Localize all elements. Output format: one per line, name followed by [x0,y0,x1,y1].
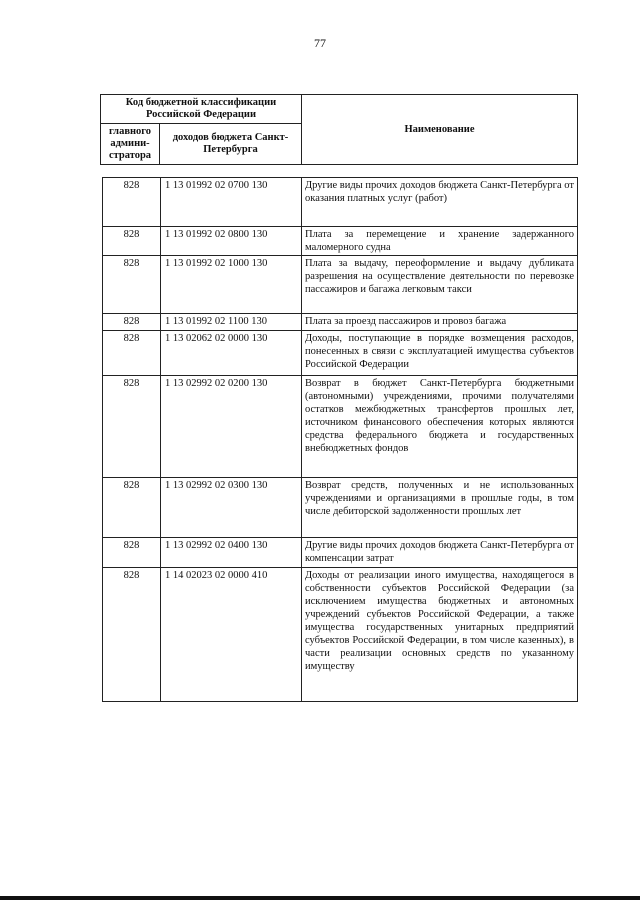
table-row [103,538,578,568]
income-name-cell: Доходы, поступающие в порядке возмещения расходов, понесенных в связи с эксплуатацией имущества субъектов Российской Федерации [302,331,578,376]
admin-code-cell: 828 [103,314,161,331]
table-row [103,227,578,256]
income-name-cell: Плата за выдачу, переоформление и выдачу дубликата разрешения на осуществление деятельности по перевозке пассажиров и багажа легковым такси [302,256,578,314]
income-code-cell: 1 13 01992 02 0700 130 [161,178,302,227]
admin-code-cell: 828 [103,256,161,314]
income-code-cell: 1 13 02062 02 0000 130 [161,331,302,376]
income-codes-table [102,177,578,702]
admin-code-cell: 828 [103,331,161,376]
income-code-cell: 1 13 02992 02 0400 130 [161,538,302,568]
admin-code-cell: 828 [103,538,161,568]
header-admin-code: главного админи-стратора [101,124,160,165]
income-code-cell: 1 13 02992 02 0200 130 [161,376,302,478]
income-name-cell: Возврат средств, полученных и не использованных учреждениями и организациями в прошлые годы, в том числе дебиторской задолженности прошлых лет [302,478,578,538]
admin-code-cell: 828 [103,478,161,538]
header-budget-classification: Код бюджетной классификации Российской Федерации [101,95,302,124]
table-row [103,376,578,478]
admin-code-cell: 828 [103,376,161,478]
table-row [103,314,578,331]
admin-code-cell: 828 [103,178,161,227]
classification-header-table [100,94,578,165]
income-name-cell: Плата за перемещение и хранение задержанного маломерного судна [302,227,578,256]
header-name: Наименование [302,95,578,165]
income-name-cell: Другие виды прочих доходов бюджета Санкт-Петербурга от компенсации затрат [302,538,578,568]
income-code-cell: 1 13 02992 02 0300 130 [161,478,302,538]
table-row [103,478,578,538]
admin-code-cell: 828 [103,227,161,256]
income-code-cell: 1 13 01992 02 1100 130 [161,314,302,331]
page-number: 77 [314,36,326,50]
table-row [103,256,578,314]
income-name-cell: Возврат в бюджет Санкт-Петербурга бюджетными (автономными) учреждениями, прочими получателями остатков межбюджетных трансфертов прошлых лет, источником финансового обеспечения которых являются средства федерального бюджета и государственных внебюджетных фондов [302,376,578,478]
header-income-code: доходов бюджета Санкт-Петербурга [160,124,302,165]
income-code-cell: 1 14 02023 02 0000 410 [161,568,302,702]
income-name-cell: Другие виды прочих доходов бюджета Санкт-Петербурга от оказания платных услуг (работ) [302,178,578,227]
table-row [103,568,578,702]
income-code-cell: 1 13 01992 02 0800 130 [161,227,302,256]
income-code-cell: 1 13 01992 02 1000 130 [161,256,302,314]
table-row [103,178,578,227]
table-row [103,331,578,376]
admin-code-cell: 828 [103,568,161,702]
bottom-border-line [0,896,640,900]
income-name-cell: Доходы от реализации иного имущества, находящегося в собственности субъектов Российской Федерации (за исключением имущества бюджетных и автономных учреждений субъектов Российской Федерации, а также имущества государственных унитарных предприятий субъектов Российской Федерации, в том числе казенных), в части реализации основных средств по указанному имуществу [302,568,578,702]
income-name-cell: Плата за проезд пассажиров и провоз багажа [302,314,578,331]
